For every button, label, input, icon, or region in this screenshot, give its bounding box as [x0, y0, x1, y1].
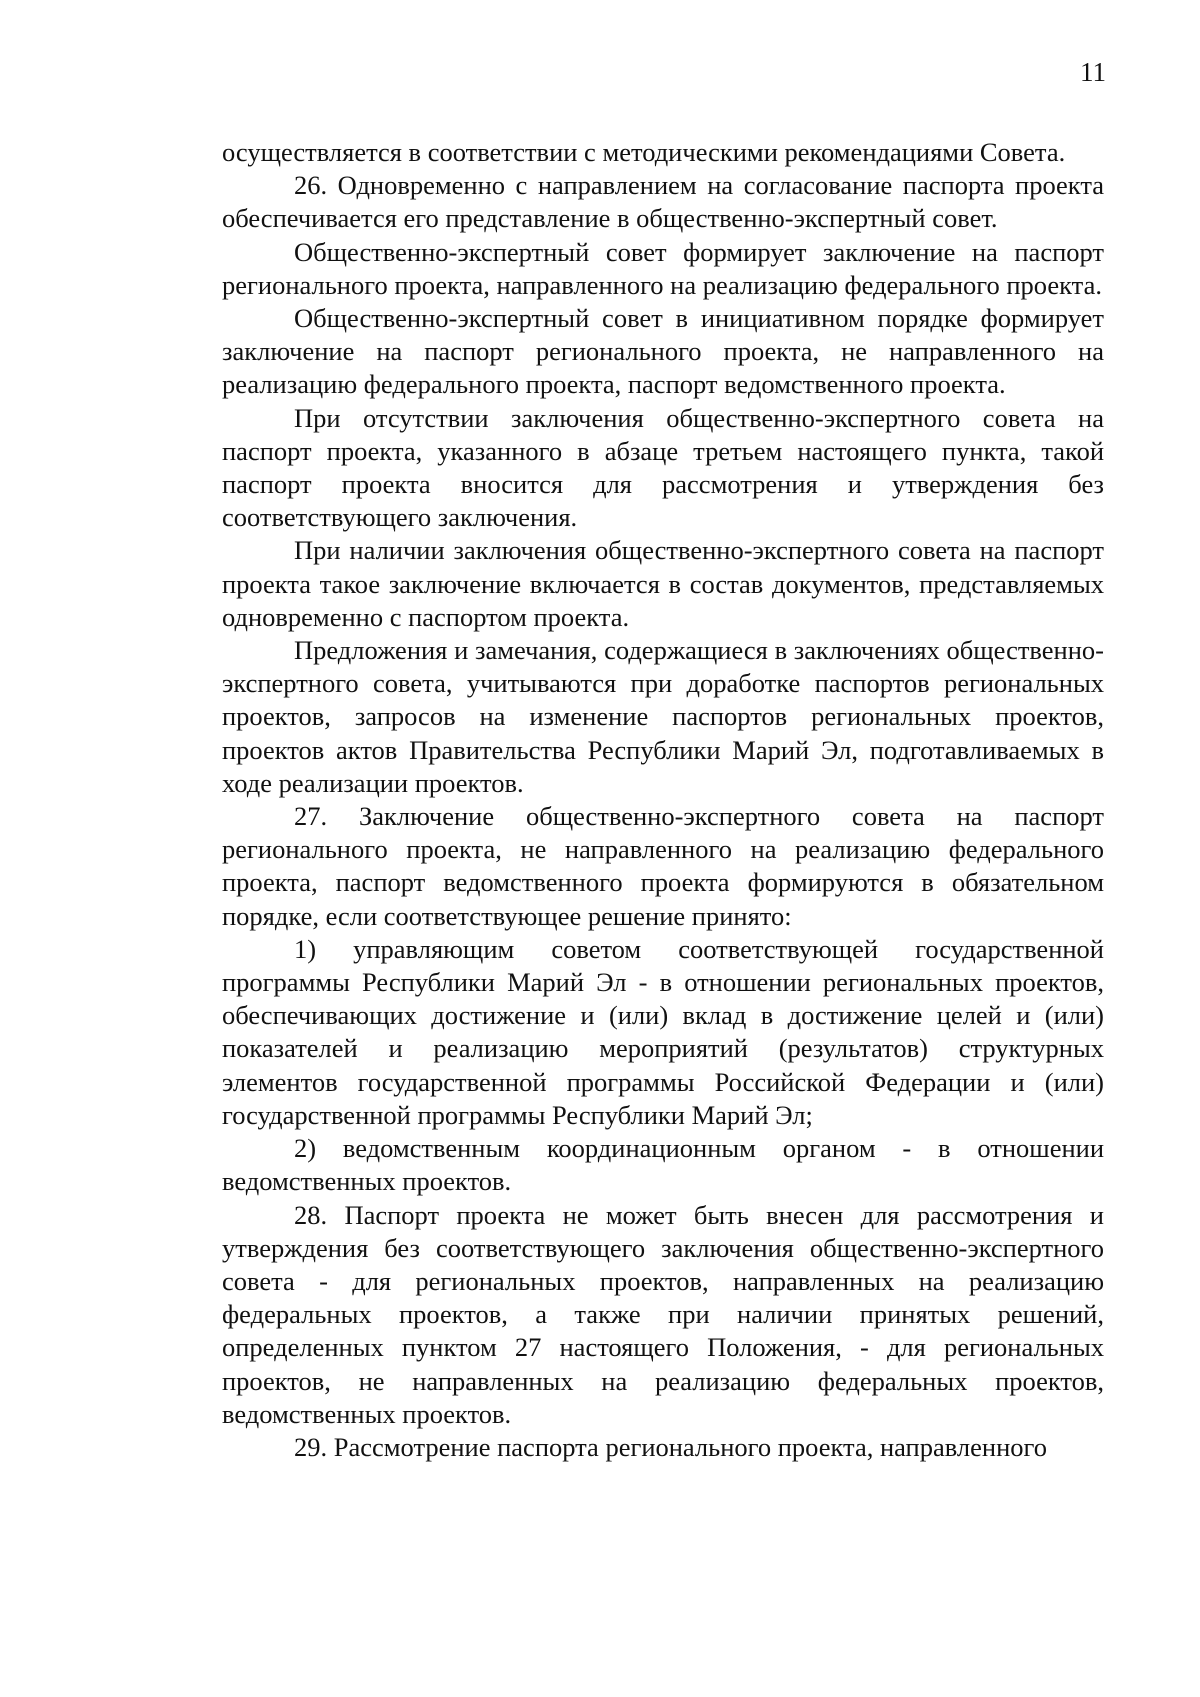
- document-body: [222, 136, 1104, 1464]
- paragraph-item-26-part-4: При отсутствии заключения общественно-экспертного совета на паспорт проекта, указанного в абзаце третьем настоящего пункта, такой паспорт проекта вносится для рассмотрения и утверждения без соответствующего заключения.: [222, 402, 1104, 533]
- paragraph-item-29: 29. Рассмотрение паспорта регионального проекта, направленного: [294, 1431, 1047, 1462]
- paragraph-item-26-part-3: Общественно-экспертный совет в инициативном порядке формирует заключение на паспорт регионального проекта, не направленного на реализацию федерального проекта, паспорт ведомственного проекта.: [222, 303, 1104, 400]
- paragraph-item-27-subitem-1: 1) управляющим советом соответствующей государственной программы Республики Марий Эл - в отношении региональных проектов, обеспечивающих достижение и (или) вклад в достижение целей и (или) показателей и реализацию мероприятий (результатов) структурных элементов государственной программы Российской Федерации и (или) государственной программы Республики Марий Эл;: [222, 933, 1104, 1130]
- paragraph-item-28: 28. Паспорт проекта не может быть внесен для рассмотрения и утверждения без соответствующего заключения общественно-экспертного совета - для региональных проектов, направленных на реализацию федеральных проектов, а также при наличии принятых решений, определенных пунктом 27 настоящего Положения, - для региональных проектов, не направленных на реализацию федеральных проектов, ведомственных проектов.: [222, 1199, 1104, 1429]
- paragraph-item-26-part-6: Предложения и замечания, содержащиеся в заключениях общественно-экспертного совета, учитываются при доработке паспортов региональных проектов, запросов на изменение паспортов региональных проектов, проектов актов Правительства Республики Марий Эл, подготавливаемых в ходе реализации проектов.: [222, 635, 1104, 798]
- paragraph-item-27-subitem-2: 2) ведомственным координационным органом - в отношении ведомственных проектов.: [222, 1133, 1104, 1197]
- paragraph-item-26-part-5: При наличии заключения общественно-экспертного совета на паспорт проекта такое заключение включается в состав документов, представляемых одновременно с паспортом проекта.: [222, 535, 1104, 632]
- page-number: 11: [1080, 57, 1106, 87]
- paragraph-item-27: 27. Заключение общественно-экспертного совета на паспорт регионального проекта, не направленного на реализацию федерального проекта, паспорт ведомственного проекта формируются в обязательном порядке, если соответствующее решение принято:: [222, 801, 1104, 931]
- paragraph-item-26-part-2: Общественно-экспертный совет формирует заключение на паспорт регионального проекта, направленного на реализацию федерального проекта.: [222, 236, 1104, 300]
- paragraph-item-26: 26. Одновременно с направлением на согласование паспорта проекта обеспечивается его представление в общественно-экспертный совет.: [222, 170, 1104, 234]
- paragraph-continuation: осуществляется в соответствии с методическими рекомендациями Совета.: [222, 137, 1066, 167]
